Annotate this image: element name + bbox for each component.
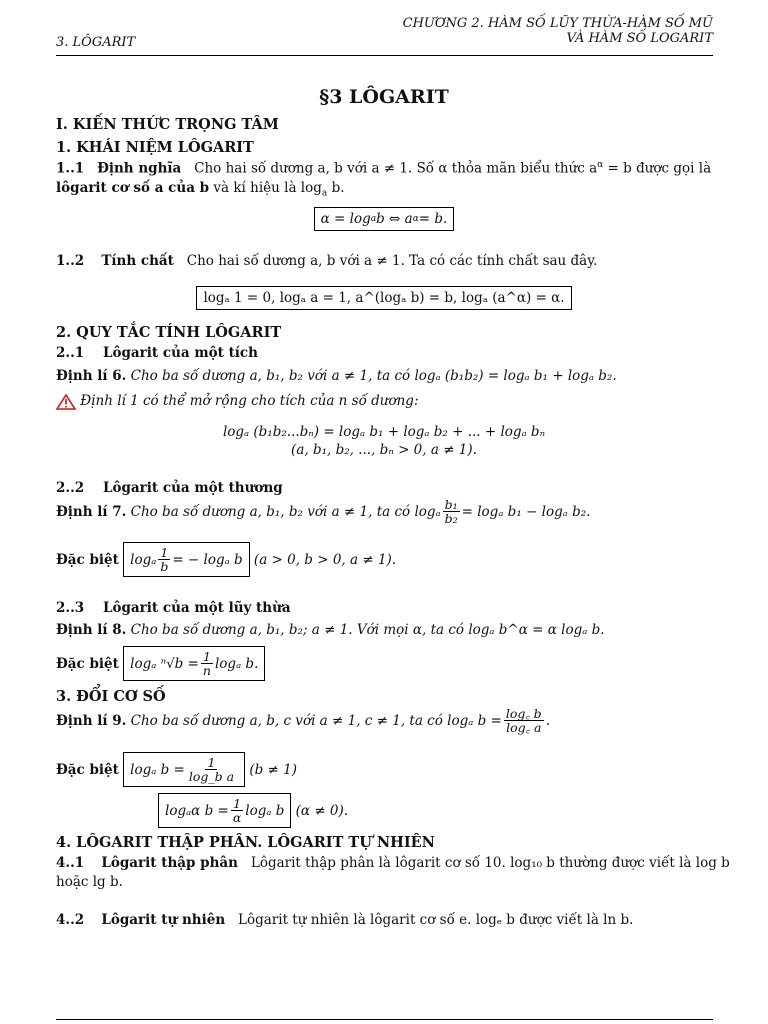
definition-rest: và kí hiệu là log bbox=[209, 180, 322, 196]
theorem-6-text: Cho ba số dương a, b₁, b₂ với a ≠ 1, ta có logₐ (b₁b₂) = logₐ b₁ + logₐ b₂. bbox=[130, 368, 617, 384]
section-1-heading: 1. KHÁI NIỆM LÔGARIT bbox=[56, 139, 254, 156]
subsection-2-2-label: Lôgarit của một thương bbox=[103, 480, 283, 496]
special-8 bbox=[56, 646, 265, 681]
definition-text-a: Cho hai số dương a, b với a ≠ 1. Số α thỏa mãn biểu thức a bbox=[194, 160, 598, 177]
subsection-4-2-number: 4..2 bbox=[56, 912, 85, 928]
subsection-2-1-number: 2..1 bbox=[56, 345, 85, 361]
section-4-heading: 4. LÔGARIT THẬP PHÂN. LÔGARIT TỰ NHIÊN bbox=[56, 834, 435, 851]
note-equation-1: logₐ (b₁b₂...bₙ) = logₐ b₁ + logₐ b₂ + ... + logₐ bₙ bbox=[222, 424, 546, 440]
special-label: Đặc biệt bbox=[56, 761, 119, 778]
fraction-numerator: 1 bbox=[160, 545, 169, 560]
subsection-2-1 bbox=[56, 345, 258, 361]
fraction-denominator: b₂ bbox=[444, 511, 458, 527]
special-9a bbox=[56, 752, 297, 787]
warning-icon bbox=[56, 394, 76, 410]
fraction-denominator: log꜀ a bbox=[506, 720, 542, 736]
special-7-condition: (a > 0, b > 0, a ≠ 1). bbox=[253, 551, 397, 568]
subsection-4-2-text: Lôgarit tự nhiên là lôgarit cơ số e. logₑ b được viết là ln b. bbox=[238, 912, 634, 928]
special-9b-box bbox=[158, 793, 291, 828]
property-box: logₐ 1 = 0, logₐ a = 1, a^(logₐ b) = b, logₐ (a^α) = α. bbox=[196, 286, 571, 310]
theorem-9-fraction bbox=[504, 707, 544, 734]
chapter-header bbox=[403, 16, 713, 46]
subsection-2-3 bbox=[56, 600, 291, 616]
special-7 bbox=[56, 542, 396, 577]
chapter-line-2: VÀ HÀM SỐ LOGARIT bbox=[566, 31, 713, 46]
definition-box-b: b ⇔ a bbox=[376, 211, 413, 227]
special-9b-a: logₐα b = bbox=[165, 802, 229, 819]
page-title: §3 LÔGARIT bbox=[319, 86, 449, 108]
definition-sup: α bbox=[597, 160, 604, 170]
theorem-8-text: Cho ba số dương a, b₁, b₂; a ≠ 1. Với mọi α, ta có logₐ b^α = α logₐ b. bbox=[130, 622, 605, 638]
subsection-4-1 bbox=[56, 855, 730, 871]
section-header: 3. LÔGARIT bbox=[56, 35, 136, 50]
special-9b-condition: (α ≠ 0). bbox=[295, 802, 349, 819]
theorem-8-label: Định lí 8. bbox=[56, 622, 127, 638]
warning-note bbox=[56, 393, 419, 410]
special-9b bbox=[158, 793, 348, 828]
subsection-4-2-label: Lôgarit tự nhiên bbox=[101, 912, 226, 928]
note-equation-2: (a, b₁, b₂, ..., bₙ > 0, a ≠ 1). bbox=[291, 442, 477, 458]
special-8-b: logₐ b. bbox=[214, 655, 259, 672]
special-label: Đặc biệt bbox=[56, 655, 119, 672]
special-8-box bbox=[123, 646, 265, 681]
subsection-2-3-number: 2..3 bbox=[56, 600, 85, 616]
theorem-9: Định lí 9. Cho ba số dương a, b, c với a ≠ 1, c ≠ 1, ta có logₐ b = $\frac{\log꜀ b}{\log꜀ a}$ . bbox=[56, 706, 550, 736]
fraction-denominator: log_b a bbox=[188, 769, 235, 785]
fraction-denominator: b bbox=[160, 559, 169, 575]
definition-label: Định nghĩa bbox=[97, 160, 182, 177]
special-9a-box bbox=[123, 752, 245, 787]
special-8-a: logₐ ⁿ√b = bbox=[130, 655, 199, 672]
definition-line-2: lôgarit cơ số a của b và kí hiệu là $\log_a b$. bbox=[56, 180, 345, 199]
theorem-9-label: Định lí 9. bbox=[56, 712, 127, 729]
definition-text-b: = b được gọi là bbox=[603, 160, 712, 177]
subsection-4-2 bbox=[56, 912, 633, 928]
theorem-6 bbox=[56, 368, 617, 384]
definition-box-c: = b. bbox=[418, 211, 448, 227]
fraction-numerator: b₁ bbox=[444, 497, 458, 512]
fraction-numerator: 1 bbox=[207, 755, 216, 770]
theorem-7-text-a: Cho ba số dương a, b₁, b₂ với a ≠ 1, ta có logₐ bbox=[130, 503, 441, 520]
chapter-line-1: CHƯƠNG 2. HÀM SỐ LŨY THỪA-HÀM SỐ MŨ bbox=[402, 16, 713, 31]
special-9b-b: logₐ b bbox=[245, 802, 285, 819]
fraction-denominator: n bbox=[202, 663, 211, 679]
subsection-2-3-label: Lôgarit của một lũy thừa bbox=[103, 600, 291, 616]
subsection-2-2 bbox=[56, 480, 283, 496]
section-3-heading: 3. ĐỔI CƠ SỐ bbox=[56, 688, 166, 705]
definition-box-a: α = log bbox=[320, 211, 371, 227]
header-rule bbox=[56, 55, 713, 56]
part-heading: I. KIẾN THỨC TRỌNG TÂM bbox=[56, 116, 279, 133]
special-9a-condition: (b ≠ 1) bbox=[249, 761, 298, 778]
subsection-4-1-label: Lôgarit thập phân bbox=[101, 855, 238, 871]
special-7-box bbox=[123, 542, 249, 577]
warning-note-text: Định lí 1 có thể mở rộng cho tích của n số dương: bbox=[80, 393, 419, 409]
special-label: Đặc biệt bbox=[56, 551, 119, 568]
subsection-2-2-number: 2..2 bbox=[56, 480, 85, 496]
fraction-numerator: log꜀ b bbox=[505, 706, 542, 721]
special-9a-a: logₐ b = bbox=[130, 761, 185, 778]
theorem-7 bbox=[56, 498, 590, 525]
fraction-numerator: 1 bbox=[233, 796, 242, 811]
special-9a-fraction bbox=[187, 756, 236, 783]
theorem-7-text-b: = logₐ b₁ − logₐ b₂. bbox=[461, 503, 591, 520]
property-line bbox=[56, 253, 597, 269]
theorem-8 bbox=[56, 622, 605, 638]
fraction-denominator: α bbox=[232, 810, 242, 826]
subsection-4-1-text-2: hoặc lg b. bbox=[56, 874, 123, 890]
property-formula bbox=[0, 286, 768, 310]
subsection-4-1-number: 4..1 bbox=[56, 855, 85, 871]
special-7-a: logₐ bbox=[130, 551, 157, 568]
definition-number: 1..1 bbox=[56, 160, 85, 177]
fraction-numerator: 1 bbox=[202, 649, 211, 664]
theorem-7-fraction bbox=[443, 498, 460, 525]
theorem-7-label: Định lí 7. bbox=[56, 503, 127, 520]
theorem-6-label: Định lí 6. bbox=[56, 368, 127, 384]
property-label: Tính chất bbox=[101, 253, 174, 269]
definition-line bbox=[56, 160, 711, 177]
subsection-4-1-text: Lôgarit thập phân là lôgarit cơ số 10. log₁₀ b thường được viết là log b bbox=[250, 855, 730, 871]
definition-bold: lôgarit cơ số a của b bbox=[56, 180, 210, 196]
theorem-9-text: Cho ba số dương a, b, c với a ≠ 1, c ≠ 1, ta có logₐ b = bbox=[130, 712, 502, 729]
special-7-b: = − logₐ b bbox=[172, 551, 243, 568]
property-number: 1..2 bbox=[56, 253, 85, 269]
special-9b-fraction bbox=[231, 797, 243, 824]
subsection-2-1-label: Lôgarit của một tích bbox=[103, 345, 258, 361]
section-2-heading: 2. QUY TẮC TÍNH LÔGARIT bbox=[56, 324, 282, 341]
special-8-fraction bbox=[201, 650, 213, 677]
special-7-fraction bbox=[158, 546, 170, 573]
definition-formula: α = log a b ⇔ a α = b. bbox=[0, 207, 768, 231]
footer-rule bbox=[56, 1019, 713, 1020]
property-text: Cho hai số dương a, b với a ≠ 1. Ta có các tính chất sau đây. bbox=[186, 253, 598, 269]
